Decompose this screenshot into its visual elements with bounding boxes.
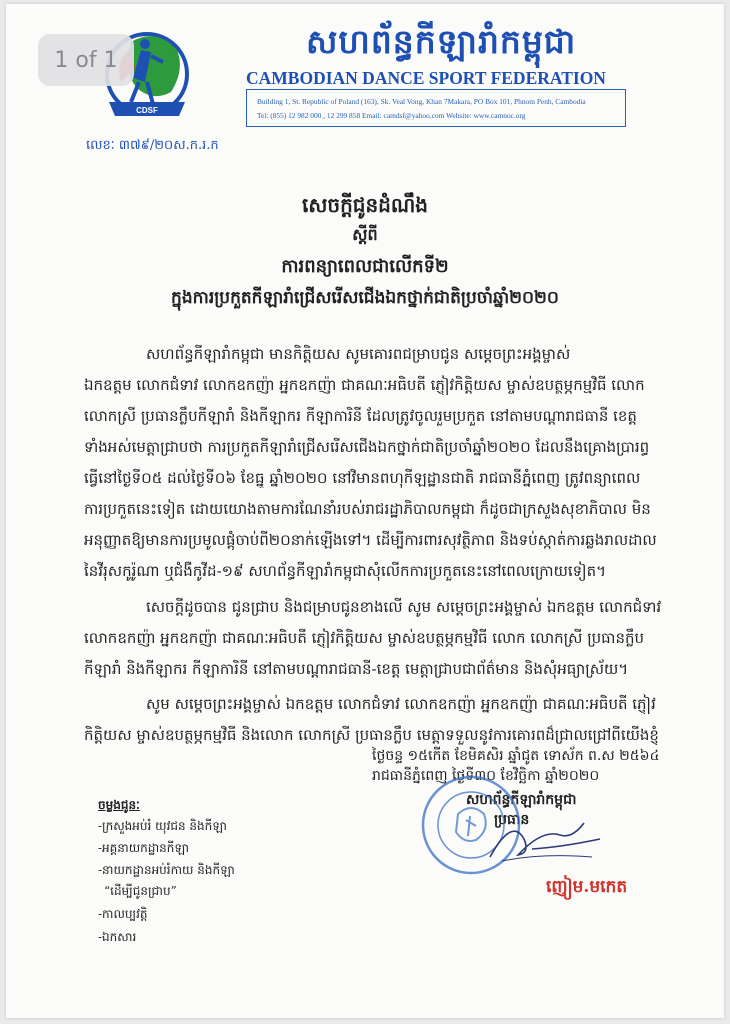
body-line: កិត្តិយស ម្ចាស់ឧបត្ថម្ភកម្មវិធី និងលោក លោកស្រី ប្រធានក្លឹប មេត្តាទទួលនូវការគោរពដ៏ជ្រាលជ្រៅពីយើងខ្ញុំ [84,726,659,744]
cc-item: -កាលប្បវត្តិ [98,907,148,921]
contact-text: Tel: (855) 12 982 000 , 12 299 858 Email: camdsf@yahoo.com Website: www.camnoc.org [257,111,526,120]
org-name-khmer: សហព័ន្ធកីឡារាំកម្ពុជា [306,22,577,61]
address-box [246,89,626,127]
letter-page [6,4,724,1018]
body-line: សេចក្តីដូចបាន ជូនជ្រាប និងជម្រាបជូនខាងលើ សូម សម្តេចព្រះអង្គម្ចាស់ ឯកឧត្តម លោកជំទាវ [146,598,662,616]
notice-subtitle: ស្តីពី [352,225,378,244]
org-name-english: CAMBODIAN DANCE SPORT FEDERATION [246,68,606,88]
lunar-date: ថ្ងៃចន្ទ ១៥កើត ខែមិគសិរ ឆ្នាំជូត ទោស័ក ព.ស ២៥៦៤ [372,748,660,764]
cc-heading: ចម្លងជូនៈ [98,798,140,812]
notice-heading: ការពន្យាពេលជាលើកទី២ [281,256,449,277]
body-line: នៃវីរុសកូរ៉ូណា ឬជំងឺកូវីដ-១៩ សហព័ន្ធកីឡារាំកម្ពុជាសុំលើកការប្រកួតនេះនៅពេលក្រោយទៀត។ [84,562,607,580]
page-indicator: 1 of 1 [38,34,134,86]
handwritten-signature-icon [472,809,612,869]
cc-item: -ឯកសារ [98,930,137,944]
notice-title: សេចក្តីជូនដំណឹង [302,193,428,217]
cc-item: -នាយកដ្ឋានអប់រំកាយ និងកីឡា [98,863,235,877]
signature-org: សហព័ន្ធកីឡារាំកម្ពុជា [466,792,577,808]
address-text: Building 1, St. Republic of Poland (163), Sk. Veal Vong, Khan 7Makara, PO Box 101, Phnom Penh, Cambodia [257,97,586,106]
body-line: កីឡារាំ និងកីឡាករ កីឡាការិនី នៅតាមបណ្តារាជធានី-ខេត្ត មេត្តាជ្រាបជាព័ត៌មាន និងសុំអធ្យាស្រ័យ។ [84,660,629,678]
signature-role: ប្រធាន [494,812,530,828]
body-line: លោកស្រី ប្រធានក្លឹបកីឡារាំ និងកីឡាករ កីឡាការិនី ដែលត្រូវចូលរួមប្រកួត នៅតាមបណ្តារាជធានី ខេត្ត [84,407,637,425]
reference-number: លេខៈ ៣៧៩/២០ស.ក.រ.ក [86,138,219,153]
cc-item: “ដើម្បីជូនជ្រាប” [104,884,177,898]
notice-topic: ក្នុងការប្រកួតកីឡារាំជ្រើសរើសជើងឯកថ្នាក់ជាតិប្រចាំឆ្នាំ២០២០ [171,288,559,308]
solar-date: រាជធានីភ្នំពេញ ថ្ងៃទី៣០ ខែវិច្ឆិកា ឆ្នាំ២០២០ [372,768,600,784]
cc-item: -ក្រសួងអប់រំ យុវជន និងកីឡា [98,819,227,833]
body-line: ឯកឧត្តម លោកជំទាវ លោកឧកញ៉ា អ្នកឧកញ៉ា ជាគណៈអធិបតី ភ្ញៀវកិត្តិយស ម្ចាស់ឧបត្ថម្ភកម្មវិធី លោក [84,376,645,394]
body-line: ធ្វើនៅថ្ងៃទី០៥ ដល់ថ្ងៃទី០៦ ខែធ្នូ ឆ្នាំ២០២០ នៅវិមានពហុកីឡដ្ឋានជាតិ រាជធានីភ្នំពេញ ត្រូវពន្យាពេល [84,469,641,487]
body-line: សូម សម្តេចព្រះអង្គម្ចាស់ ឯកឧត្តម លោកជំទាវ លោកឧកញ៉ា អ្នកឧកញ៉ា ជាគណៈអធិបតី ភ្ញៀវ [146,695,656,713]
body-line: ការប្រកួតនេះទៀត ដោយយោងតាមការណែនាំរបស់រាជរដ្ឋាភិបាលកម្ពុជា ក៏ដូចជាក្រសួងសុខាភិបាល មិន [84,500,651,518]
body-line: អនុញ្ញាតឱ្យមានការប្រមូលផ្តុំចាប់ពី២០នាក់ឡើងទៅ។ ដើម្បីការពារសុវត្ថិភាព និងទប់ស្កាត់ការឆ្លងរាលដាល [84,531,657,549]
body-line: លោកឧកញ៉ា អ្នកឧកញ៉ា ជាគណៈអធិបតី ភ្ញៀវកិត្តិយស ម្ចាស់ឧបត្ថម្ភកម្មវិធី លោក លោកស្រី ប្រធានក្លឹប [84,629,645,647]
svg-text:CDSF: CDSF [136,106,158,115]
cc-item: -អគ្គនាយកដ្ឋានកីឡា [98,841,190,855]
body-line: សហព័ន្ធកីឡារាំកម្ពុជា មានកិត្តិយស សូមគោរពជម្រាបជូន សម្តេចព្រះអង្គម្ចាស់ [146,345,571,363]
signer-name: ញៀម.មកេត [546,877,628,897]
body-line: ទាំងអស់មេត្តាជ្រាបថា ការប្រកួតកីឡារាំជ្រើសរើសជើងឯកថ្នាក់ជាតិប្រចាំឆ្នាំ២០២០ ដែលនឹងគ្រោងប្រារព្ធ [84,438,650,456]
